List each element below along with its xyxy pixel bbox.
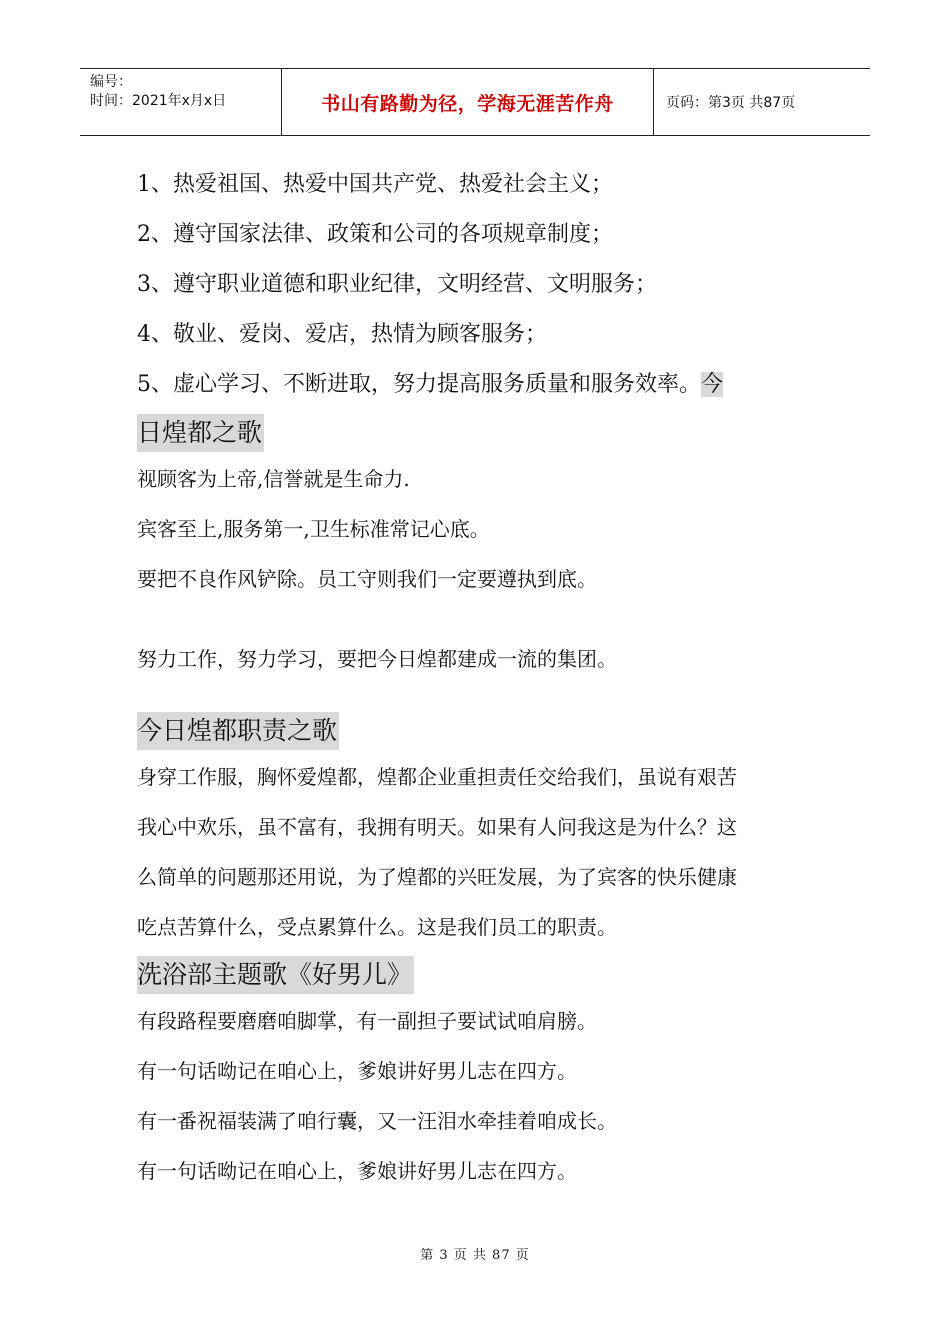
header-page-cell	[654, 69, 870, 135]
rule-item: 3、遵守职业道德和职业纪律，文明经营、文明服务；	[137, 272, 657, 297]
time-label: 时间：2021年x月x日	[90, 93, 227, 109]
page-label: 页码：第3页 共87页	[666, 95, 796, 111]
song-line: 我心中欢乐，虽不富有，我拥有明天。如果有人问我这是为什么？这	[137, 815, 737, 839]
song-line: 有段路程要磨磨咱脚掌，有一副担子要试试咱肩膀。	[137, 1009, 597, 1033]
document-body	[137, 160, 827, 1196]
section-title: 洗浴部主题歌《好男儿》	[137, 956, 414, 994]
header-motto-cell	[282, 69, 654, 135]
header-meta	[80, 69, 282, 135]
rule-tail-char: 今	[701, 372, 724, 397]
song-line: 有一番祝福装满了咱行囊，又一汪泪水牵挂着咱成长。	[137, 1109, 617, 1133]
rule-item: 4、敬业、爱岗、爱店，热情为顾客服务；	[137, 322, 547, 347]
song-line: 吃点苦算什么，受点累算什么。这是我们员工的职责。	[137, 915, 617, 939]
rule-item	[137, 360, 827, 410]
song-line: 要把不良作风铲除。员工守则我们一定要遵执到底。	[137, 567, 597, 591]
song-line: 有一句话呦记在咱心上，爹娘讲好男儿志在四方。	[137, 1159, 577, 1183]
song-line: 么简单的问题那还用说，为了煌都的兴旺发展，为了宾客的快乐健康	[137, 865, 737, 889]
rule-item-text: 5、虚心学习、不断进取，努力提高服务质量和服务效率。	[137, 372, 701, 397]
song-line: 身穿工作服，胸怀爱煌都，煌都企业重担责任交给我们，虽说有艰苦	[137, 765, 737, 789]
section-title: 日煌都之歌	[137, 414, 264, 452]
spacer	[137, 604, 827, 634]
page-header	[80, 68, 870, 136]
number-label: 编号：	[90, 74, 132, 90]
song-line: 有一句话呦记在咱心上，爹娘讲好男儿志在四方。	[137, 1059, 577, 1083]
song-line: 努力工作，努力学习，要把今日煌都建成一流的集团。	[137, 647, 617, 671]
song-line: 视顾客为上帝,信誉就是生命力.	[137, 467, 410, 491]
motto: 书山有路勤为径，学海无涯苦作舟	[321, 92, 614, 115]
rule-item: 2、遵守国家法律、政策和公司的各项规章制度；	[137, 222, 613, 247]
rule-item: 1、热爱祖国、热爱中国共产党、热爱社会主义；	[137, 172, 613, 197]
page-footer: 第 3 页 共 87 页	[420, 1248, 530, 1263]
song-line: 宾客至上,服务第一,卫生标准常记心底。	[137, 517, 490, 541]
section-title: 今日煌都职责之歌	[137, 712, 339, 750]
